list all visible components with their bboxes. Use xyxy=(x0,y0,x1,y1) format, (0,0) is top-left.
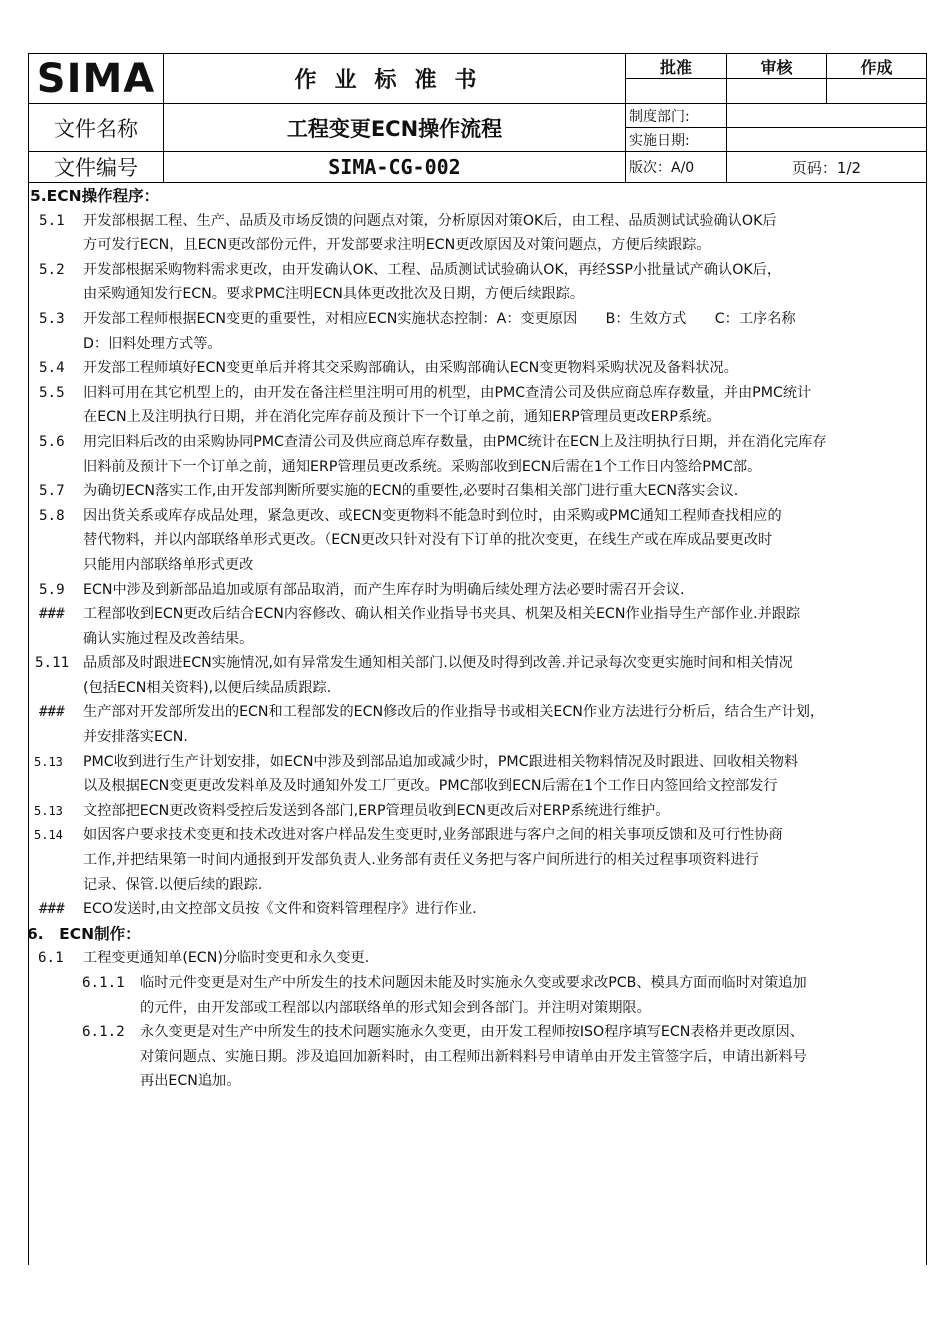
list-item xyxy=(30,676,925,701)
item-text: 开发部工程师根据ECN变更的重要性，对相应ECN实施状态控制：A：变更原因 B：生效方式 C：工序名称 xyxy=(83,310,796,327)
item-text: 开发部根据工程、生产、品质及市场反馈的问题点对策，分析原因对策OK后，由工程、品质测试试验确认OK后 xyxy=(83,212,777,229)
item-text: PMC收到进行生产计划安排，如ECN中涉及到部品追加或减少时，PMC跟进相关物料情况及时跟进、回收相关物料 xyxy=(83,753,799,770)
logo-text: SIMA xyxy=(36,55,156,102)
item-text: 品质部及时跟进ECN实施情况,如有异常发生通知相关部门.以便及时得到改善.并记录每次变更实施时间和相关情况 xyxy=(83,655,793,672)
dept-label: 制度部门: xyxy=(626,104,727,128)
list-item xyxy=(30,651,925,676)
list-item xyxy=(30,233,925,258)
item-text: 以及根据ECN变更更改发料单及及时通知外发工厂更改。PMC部收到ECN后需在1个工作日内签回给文控部发行 xyxy=(83,778,778,795)
item-number: ### xyxy=(39,606,65,623)
list-item xyxy=(30,774,925,799)
item-text: 确认实施过程及改善结果。 xyxy=(83,630,254,647)
list-item xyxy=(30,381,925,406)
item-number: 5.14 xyxy=(34,828,63,843)
item-text: 用完旧料后改的由采购协同PMC查清公司及供应商总库存数量，由PMC统计在ECN上及注明执行日期，并在消化完库存 xyxy=(83,433,827,450)
item-text: 并安排落实ECN. xyxy=(83,729,188,746)
item-number: 5.5 xyxy=(39,384,65,401)
subitem-text: 临时元件变更是对生产中所发生的技术问题因未能及时实施永久变或要求改PCB、模具方面而临时对策追加 xyxy=(140,975,807,991)
item-text: 文控部把ECN更改资料受控后发送到各部门,ERP管理员收到ECN更改后对ERP系统进行维护。 xyxy=(83,802,670,819)
approve-label: 批准 xyxy=(626,54,727,79)
list-item xyxy=(30,307,925,332)
list-item xyxy=(30,971,925,996)
list-item xyxy=(30,799,925,824)
prepare-label: 作成 xyxy=(827,54,927,79)
doc-name: 工程变更ECN操作流程 xyxy=(164,104,626,152)
item-text: 方可发行ECN，且ECN更改部份元件，开发部要求注明ECN更改原因及对策问题点，方便后续跟踪。 xyxy=(83,237,711,254)
item-text: D：旧料处理方式等。 xyxy=(83,335,222,352)
doc-name-label: 文件名称 xyxy=(29,104,164,152)
dept-value xyxy=(727,104,927,128)
section-6-sublist xyxy=(30,971,925,1094)
list-item xyxy=(30,528,925,553)
list-item xyxy=(30,897,925,922)
item-number: 5.1 xyxy=(39,212,65,229)
list-item xyxy=(30,700,925,725)
list-item xyxy=(30,553,925,578)
item-text: 开发部根据采购物料需求更改，由开发确认OK、工程、品质测试试验确认OK，再经SSP小批量试产确认OK后， xyxy=(83,261,782,278)
item-text: 开发部工程师填好ECN变更单后并将其交采购部确认，由采购部确认ECN变更物料采购状况及备料状况。 xyxy=(83,360,738,377)
section-5-list xyxy=(30,209,925,922)
item-text: 只能用内部联络单形式更改 xyxy=(83,556,254,573)
item-number: 6.1 xyxy=(38,950,64,967)
list-item xyxy=(30,479,925,504)
subitem-text: 对策问题点、实施日期。涉及追回加新料时，由工程师出新料料号申请单由开发主管签字后，申请出新料号 xyxy=(140,1048,807,1065)
list-item xyxy=(30,356,925,381)
list-item xyxy=(30,282,925,307)
item-number: ### xyxy=(39,901,65,918)
page-number: 页码：1/2 xyxy=(727,152,927,183)
item-number: 5.13 xyxy=(34,754,63,769)
list-item xyxy=(30,209,925,234)
list-item xyxy=(30,1069,925,1094)
document-header-table xyxy=(28,53,927,183)
list-item xyxy=(30,332,925,357)
list-item xyxy=(30,1045,925,1070)
item-text: 工作,并把结果第一时间内通报到开发部负责人.业务部有责任义务把与客户间所进行的相关过程事项资料进行 xyxy=(83,852,759,869)
item-number: 5.3 xyxy=(39,310,65,327)
item-number: 5.11 xyxy=(35,655,70,672)
list-item xyxy=(30,848,925,873)
doc-no: SIMA-CG-002 xyxy=(164,152,626,183)
list-item xyxy=(30,455,925,480)
item-number: 5.8 xyxy=(39,507,65,524)
item-number: 5.9 xyxy=(39,581,65,598)
item-text: ECO发送时,由文控部文员按《文件和资料管理程序》进行作业. xyxy=(83,901,477,918)
list-item xyxy=(30,725,925,750)
item-number: 5.4 xyxy=(39,360,65,377)
subitem-text: 再出ECN追加。 xyxy=(140,1073,241,1090)
list-item xyxy=(30,750,925,775)
section-6-1 xyxy=(30,946,925,971)
item-text: 替代物料，并以内部联络单形式更改。（ECN更改只针对没有下订单的批次变更，在线生产或在库成品要更改时 xyxy=(83,532,773,549)
subitem-number: 6.1.1 xyxy=(82,975,125,991)
item-text: 如因客户要求技术变更和技术改进对客户样品发生变更时,业务部跟进与客户之间的相关事项反馈和及可行性协商 xyxy=(83,827,783,844)
date-value xyxy=(727,128,927,152)
item-text: 记录、保管.以便后续的跟踪. xyxy=(83,876,263,893)
section-5-title: 5.ECN操作程序： xyxy=(30,187,160,205)
item-number: ### xyxy=(39,704,65,721)
list-item xyxy=(30,1020,925,1045)
list-item xyxy=(30,430,925,455)
item-text: ECN中涉及到新部品追加或原有部品取消，而产生库存时为明确后续处理方法必要时需召开会议. xyxy=(83,581,685,598)
item-text: 因出货关系或库存成品处理，紧急更改、或ECN变更物料不能急时到位时，由采购或PMC通知工程师查找相应的 xyxy=(83,507,782,524)
subitem-text: 永久变更是对生产中所发生的技术问题实施永久变更，由开发工程师按ISO程序填写ECN表格并更改原因、 xyxy=(140,1024,804,1041)
list-item xyxy=(30,578,925,603)
doc-no-label: 文件编号 xyxy=(29,152,164,183)
list-item xyxy=(30,823,925,848)
item-text: 旧料前及预计下一个订单之前，通知ERP管理员更改系统。采购部收到ECN后需在1个工作日内签给PMC部。 xyxy=(83,458,762,475)
review-signature xyxy=(727,79,827,104)
item-text: 旧料可用在其它机型上的，由开发在备注栏里注明可用的机型，由PMC查清公司及供应商总库存数量，并由PMC统计 xyxy=(83,384,812,401)
item-text: 生产部对开发部所发出的ECN和工程部发的ECN修改后的作业指导书或相关ECN作业方法进行分析后，结合生产计划， xyxy=(83,704,825,721)
list-item xyxy=(30,602,925,627)
item-number: 5.13 xyxy=(34,803,63,818)
item-number: 5.7 xyxy=(39,483,65,500)
date-label: 实施日期: xyxy=(626,128,727,152)
prepare-signature xyxy=(827,79,927,104)
review-label: 审核 xyxy=(727,54,827,79)
main-title-cell xyxy=(164,54,626,104)
item-number: 5.6 xyxy=(39,433,65,450)
subitem-text: 的元件，由开发部或工程部以内部联络单的形式知会到各部门。并注明对策期限。 xyxy=(140,999,651,1016)
item-text: 工程部收到ECN更改后结合ECN内容修改、确认相关作业指导书夹具、机架及相关ECN作业指导生产部作业.并跟踪 xyxy=(83,606,801,623)
list-item xyxy=(30,873,925,898)
page-title: 作业标准书 xyxy=(294,68,495,93)
approve-signature xyxy=(626,79,727,104)
document-body xyxy=(27,184,925,1094)
section-6-title: 6. ECN制作： xyxy=(27,924,141,943)
list-item xyxy=(30,627,925,652)
item-text: (包括ECN相关资料),以便后续品质跟踪. xyxy=(83,679,332,696)
version: 版次：A/0 xyxy=(626,152,727,183)
item-text: 为确切ECN落实工作,由开发部判断所要实施的ECN的重要性,必要时召集相关部门进行重大ECN落实会议. xyxy=(83,483,739,500)
item-text: 工程变更通知单(ECN)分临时变更和永久变更. xyxy=(83,950,370,967)
item-text: 在ECN上及注明执行日期，并在消化完库存前及预计下一个订单之前，通知ERP管理员更改ERP系统。 xyxy=(83,409,721,426)
list-item xyxy=(30,996,925,1021)
item-text: 由采购通知发行ECN。要求PMC注明ECN具体更改批次及日期，方便后续跟踪。 xyxy=(83,286,585,303)
list-item xyxy=(30,405,925,430)
subitem-number: 6.1.2 xyxy=(82,1024,125,1041)
company-logo xyxy=(29,54,164,104)
list-item xyxy=(30,504,925,529)
item-number: 5.2 xyxy=(39,261,65,278)
list-item xyxy=(30,258,925,283)
